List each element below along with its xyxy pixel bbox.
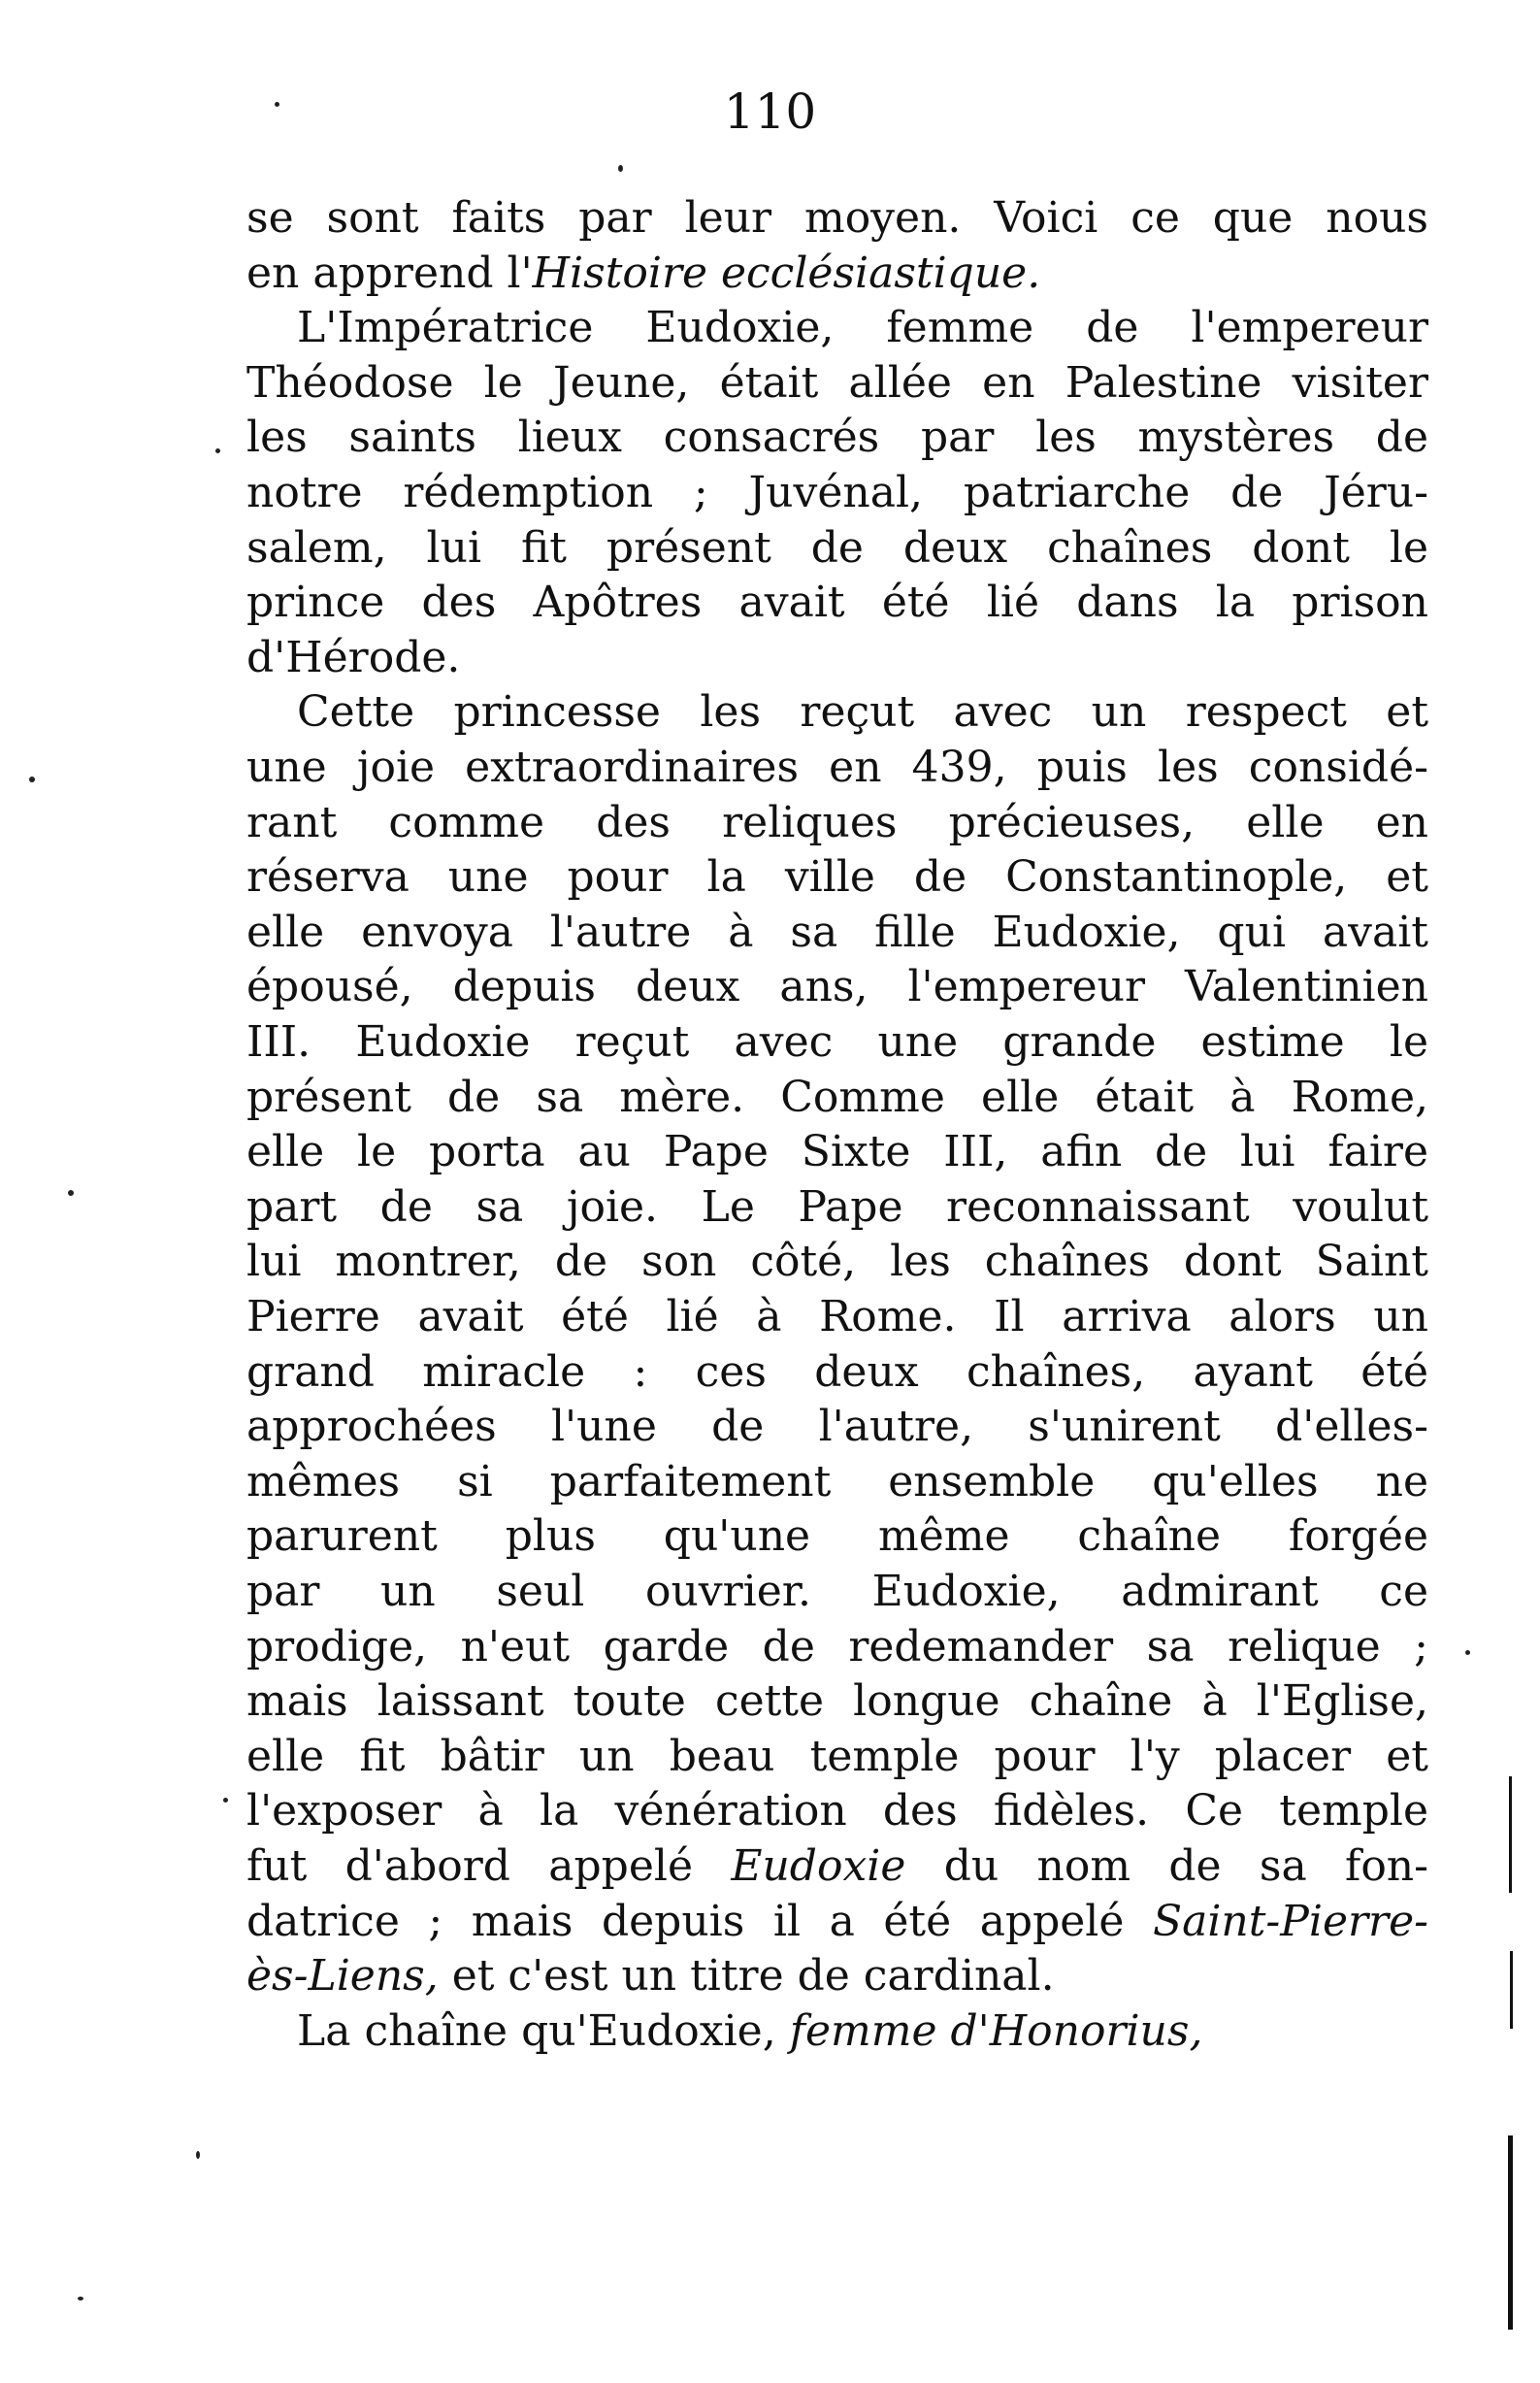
scan-speck [78, 2297, 83, 2300]
text-run: Théodose le Jeune, était allée en Palestine visiter [246, 357, 1428, 408]
text-run: d'Hérode. [246, 632, 461, 682]
text-run: prodige, n'eut garde de redemander sa relique ; [246, 1621, 1428, 1671]
italic-text-run: Histoire ecclésiastique. [532, 248, 1041, 298]
text-line [246, 1672, 1428, 1731]
text-run: elle fit bâtir un beau temple pour l'y placer et [246, 1731, 1428, 1781]
text-line [246, 1233, 1428, 1291]
page-number: 110 [723, 83, 817, 140]
text-line [297, 299, 1428, 357]
text-run: et c'est un titre de cardinal. [438, 1951, 1055, 2002]
text-run: rant comme des reliques précieuses, elle en [246, 797, 1428, 847]
scan-edge-line [1508, 2135, 1513, 2330]
scan-speck [223, 1798, 228, 1803]
text-run: elle le porta au Pape Sixte III, afin de lui faire [246, 1127, 1428, 1177]
scan-speck [68, 1190, 74, 1196]
text-line [246, 1398, 1428, 1456]
italic-text-run: Saint-Pierre- [1152, 1896, 1428, 1946]
text-line [246, 574, 1428, 632]
text-line [246, 1837, 1428, 1896]
text-run: III. Eudoxie reçut avec une grande estime le [246, 1017, 1428, 1067]
text-line [246, 1893, 1428, 1951]
text-line [246, 1618, 1428, 1676]
text-run: fut d'abord appelé [246, 1841, 732, 1891]
text-run: salem, lui fit présent de deux chaînes dont le [246, 522, 1428, 573]
text-line [246, 629, 1428, 687]
text-line [246, 1728, 1428, 1786]
text-run: La chaîne qu'Eudoxie, [297, 2005, 790, 2056]
text-run: Pierre avait été lié à Rome. Il arriva alors un [246, 1292, 1428, 1341]
text-line [246, 1782, 1428, 1840]
text-run: part de sa joie. Le Pape reconnaissant voulut [246, 1181, 1428, 1232]
scan-speck [618, 165, 623, 172]
text-line [297, 2002, 1428, 2061]
text-line [297, 683, 1428, 742]
text-line [246, 464, 1428, 522]
text-line [246, 519, 1428, 578]
text-run: les saints lieux consacrés par les mystères de [246, 413, 1428, 463]
text-run: elle envoya l'autre à sa fille Eudoxie, qui avait [246, 907, 1428, 957]
text-run: notre rédemption ; Juvénal, patriarche de Jéru- [246, 468, 1428, 517]
scan-edge-line [1509, 1776, 1512, 1893]
italic-text-run: femme d'Honorius, [789, 2005, 1203, 2056]
text-line [246, 1013, 1428, 1072]
italic-text-run: Eudoxie [731, 1841, 906, 1891]
text-line [246, 1453, 1428, 1511]
text-run: lui montrer, de son côté, les chaînes dont Saint [246, 1237, 1428, 1287]
italic-text-run: ès-Liens, [246, 1951, 439, 2002]
text-run: parurent plus qu'une même chaîne forgée [246, 1511, 1428, 1562]
text-run: approchées l'une de l'autre, s'unirent d'elles- [246, 1402, 1428, 1452]
text-run: épousé, depuis deux ans, l'empereur Valentinien [246, 962, 1428, 1012]
scan-speck [1465, 1650, 1470, 1655]
text-line [246, 794, 1428, 852]
scan-speck [275, 102, 279, 107]
text-run: en apprend l' [246, 248, 533, 298]
text-line [246, 1563, 1428, 1621]
text-line [246, 848, 1428, 907]
text-line [246, 1069, 1428, 1127]
scan-speck [29, 777, 35, 782]
text-line [246, 1178, 1428, 1237]
text-line [246, 958, 1428, 1016]
scan-edge-line [1510, 1951, 1513, 2029]
text-line [246, 1507, 1428, 1566]
scan-speck [215, 448, 220, 453]
text-run: réserva une pour la ville de Constantinople, et [246, 852, 1428, 903]
text-run: présent de sa mère. Comme elle était à Rome, [246, 1072, 1428, 1122]
text-run: mais laissant toute cette longue chaîne à l'Eglise, [246, 1676, 1428, 1727]
text-run: datrice ; mais depuis il a été appelé [246, 1896, 1153, 1946]
text-line [246, 1947, 1428, 2005]
text-run: se sont faits par leur moyen. Voici ce que nous [246, 193, 1428, 243]
text-line [246, 1343, 1428, 1402]
text-run: l'exposer à la vénération des fidèles. Ce temple [246, 1786, 1428, 1837]
text-run: du nom de sa fon- [905, 1841, 1428, 1891]
text-line [246, 409, 1428, 467]
text-line [246, 245, 1428, 303]
text-line [246, 1288, 1428, 1346]
text-line [246, 354, 1428, 413]
text-line [246, 1123, 1428, 1181]
text-run: par un seul ouvrier. Eudoxie, admirant ce [246, 1567, 1428, 1616]
text-run: une joie extraordinaires en 439, puis les considé- [246, 743, 1428, 792]
text-line [246, 739, 1428, 797]
text-run: mêmes si parfaitement ensemble qu'elles ne [246, 1456, 1428, 1506]
text-line [246, 904, 1428, 962]
text-run: grand miracle : ces deux chaînes, ayant été [246, 1346, 1428, 1397]
text-run: prince des Apôtres avait été lié dans la prison [246, 578, 1428, 628]
text-run: L'Impératrice Eudoxie, femme de l'empereur [297, 303, 1428, 353]
scan-speck [196, 2151, 200, 2159]
text-run: Cette princesse les reçut avec un respect et [297, 687, 1428, 738]
text-line [246, 189, 1428, 248]
